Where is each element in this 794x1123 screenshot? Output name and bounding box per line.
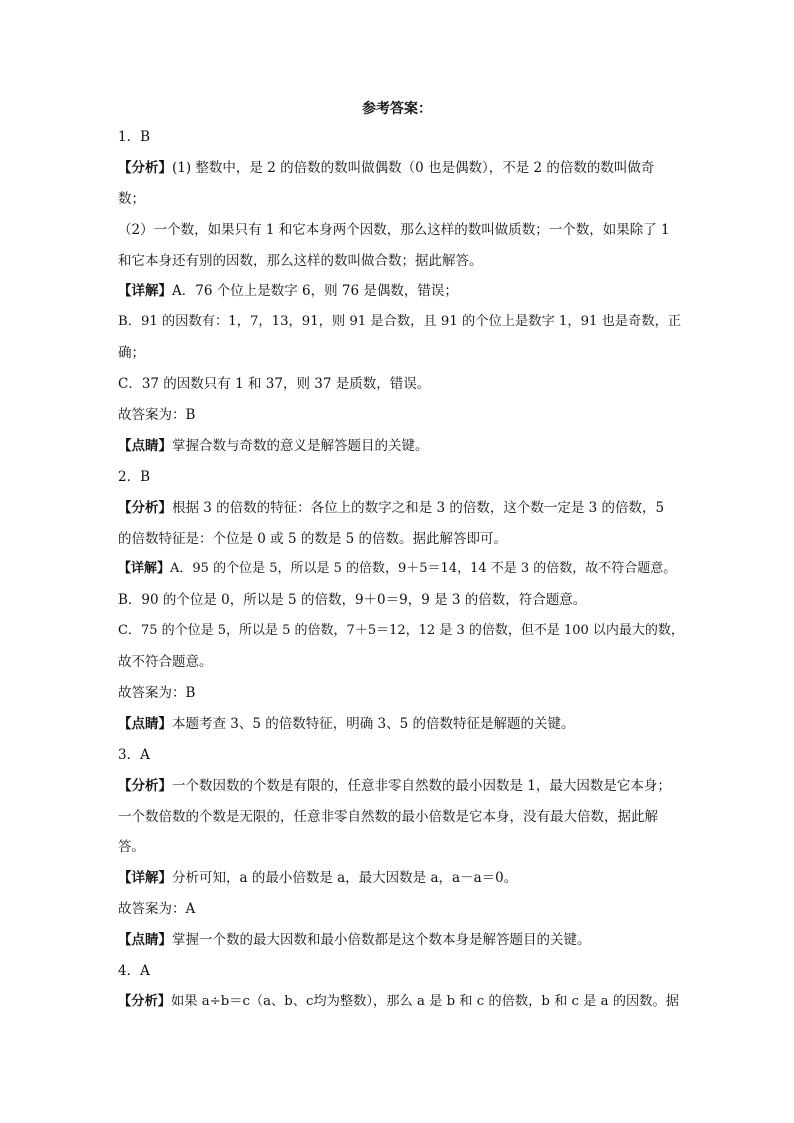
line-text: 根据 3 的倍数的特征：各位上的数字之和是 3 的倍数，这个数一定是 3 的倍数，5 xyxy=(172,499,665,516)
section-tag: 【详解】 xyxy=(118,283,172,300)
line-text: 故不符合题意。 xyxy=(118,654,213,671)
line-text: 的倍数特征是：个位是 0 或 5 的数是 5 的倍数。据此解答即可。 xyxy=(118,530,508,547)
text-line xyxy=(118,369,678,400)
text-line xyxy=(118,524,678,555)
text-line xyxy=(118,554,678,585)
section-tag: 【点睛】 xyxy=(118,932,172,949)
line-text: 一个数因数的个数是有限的，任意非零自然数的最小因数是 1，最大因数是它本身； xyxy=(172,777,671,794)
line-text: 本题考查 3、5 的倍数特征，明确 3、5 的倍数特征是解题的关键。 xyxy=(172,715,575,732)
text-line xyxy=(118,771,678,802)
line-text: 3．A xyxy=(118,746,150,763)
line-text: A．95 的个位是 5，所以是 5 的倍数，9＋5＝14，14 不是 3 的倍数，故不符合题意。 xyxy=(170,561,677,577)
text-line xyxy=(118,678,678,709)
text-line xyxy=(118,740,678,771)
text-line xyxy=(118,616,684,647)
line-text: 故答案为：A xyxy=(118,901,196,918)
text-line xyxy=(118,338,678,369)
text-line xyxy=(118,276,678,307)
line-text: 掌握一个数的最大因数和最小倍数都是这个数本身是解答题目的关键。 xyxy=(172,932,591,949)
section-tag: 【分析】 xyxy=(118,159,172,176)
text-line xyxy=(118,184,678,215)
text-line xyxy=(118,987,678,1018)
answer-content xyxy=(118,122,684,1018)
line-text: 如果 a÷b＝c（a、b、c均为整数），那么 a 是 b 和 c 的倍数，b 和 c 是 a 的因数。据 xyxy=(171,993,679,1009)
text-line xyxy=(118,246,678,277)
text-line xyxy=(118,709,678,740)
line-text: 确； xyxy=(118,345,145,362)
text-line xyxy=(118,153,678,184)
text-line xyxy=(118,400,678,431)
section-tag: 【分析】 xyxy=(118,777,172,794)
text-line xyxy=(118,832,678,863)
section-tag: 【分析】 xyxy=(118,993,172,1009)
line-text: 故答案为：B xyxy=(118,407,196,424)
line-text: A．76 个位上是数字 6，则 76 是偶数，错误； xyxy=(172,283,458,300)
text-line xyxy=(118,462,678,493)
text-line xyxy=(118,925,678,956)
text-line xyxy=(118,956,678,987)
line-text: 1．B xyxy=(118,129,151,145)
line-text: C．37 的因数只有 1 和 37，则 37 是质数，错误。 xyxy=(118,376,431,393)
text-line xyxy=(118,431,678,462)
page-title: 参考答案： xyxy=(362,101,432,117)
section-tag: 【点睛】 xyxy=(118,715,172,732)
section-tag: 【分析】 xyxy=(118,499,172,516)
line-text: 数； xyxy=(118,190,145,207)
line-text: 一个数倍数的个数是无限的，任意非零自然数的最小倍数是它本身，没有最大倍数，据此解 xyxy=(118,808,658,825)
line-text: 掌握合数与奇数的意义是解答题目的关键。 xyxy=(172,437,429,454)
text-line xyxy=(118,802,678,833)
line-text: （2）一个数，如果只有 1 和它本身两个因数，那么这样的数叫做质数；一个数，如果除了 1 xyxy=(118,221,670,238)
section-tag: 【详解】 xyxy=(118,561,171,577)
section-tag: 【详解】 xyxy=(118,870,172,887)
line-text: C．75 的个位是 5，所以是 5 的倍数，7＋5＝12，12 是 3 的倍数，但不是 100 以内最大的数， xyxy=(118,623,684,639)
section-tag: 【点睛】 xyxy=(118,437,172,454)
text-line xyxy=(118,307,682,338)
text-line xyxy=(118,493,678,524)
line-text: 和它本身还有别的因数，那么这样的数叫做合数；据此解答。 xyxy=(118,252,483,269)
line-text: 4．A xyxy=(118,963,150,980)
line-text: 答。 xyxy=(118,839,145,856)
text-line xyxy=(118,647,678,678)
text-line xyxy=(118,894,678,925)
text-line xyxy=(118,122,678,153)
text-line xyxy=(118,585,678,616)
text-line xyxy=(118,215,678,246)
line-text: 2．B xyxy=(118,468,151,485)
text-line xyxy=(118,863,678,894)
line-text: B．90 的个位是 0，所以是 5 的倍数，9＋0＝9，9 是 3 的倍数，符合题意。 xyxy=(118,592,587,609)
line-text: 故答案为：B xyxy=(118,685,196,702)
line-text: B．91 的因数有：1，7，13，91，则 91 是合数，且 91 的个位上是数字 1，91 也是奇数，正 xyxy=(118,314,682,330)
line-text: (1) 整数中，是 2 的倍数的数叫做偶数（0 也是偶数），不是 2 的倍数的数叫做奇 xyxy=(172,159,655,176)
line-text: 分析可知，a 的最小倍数是 a，最大因数是 a，a－a＝0。 xyxy=(172,870,518,887)
